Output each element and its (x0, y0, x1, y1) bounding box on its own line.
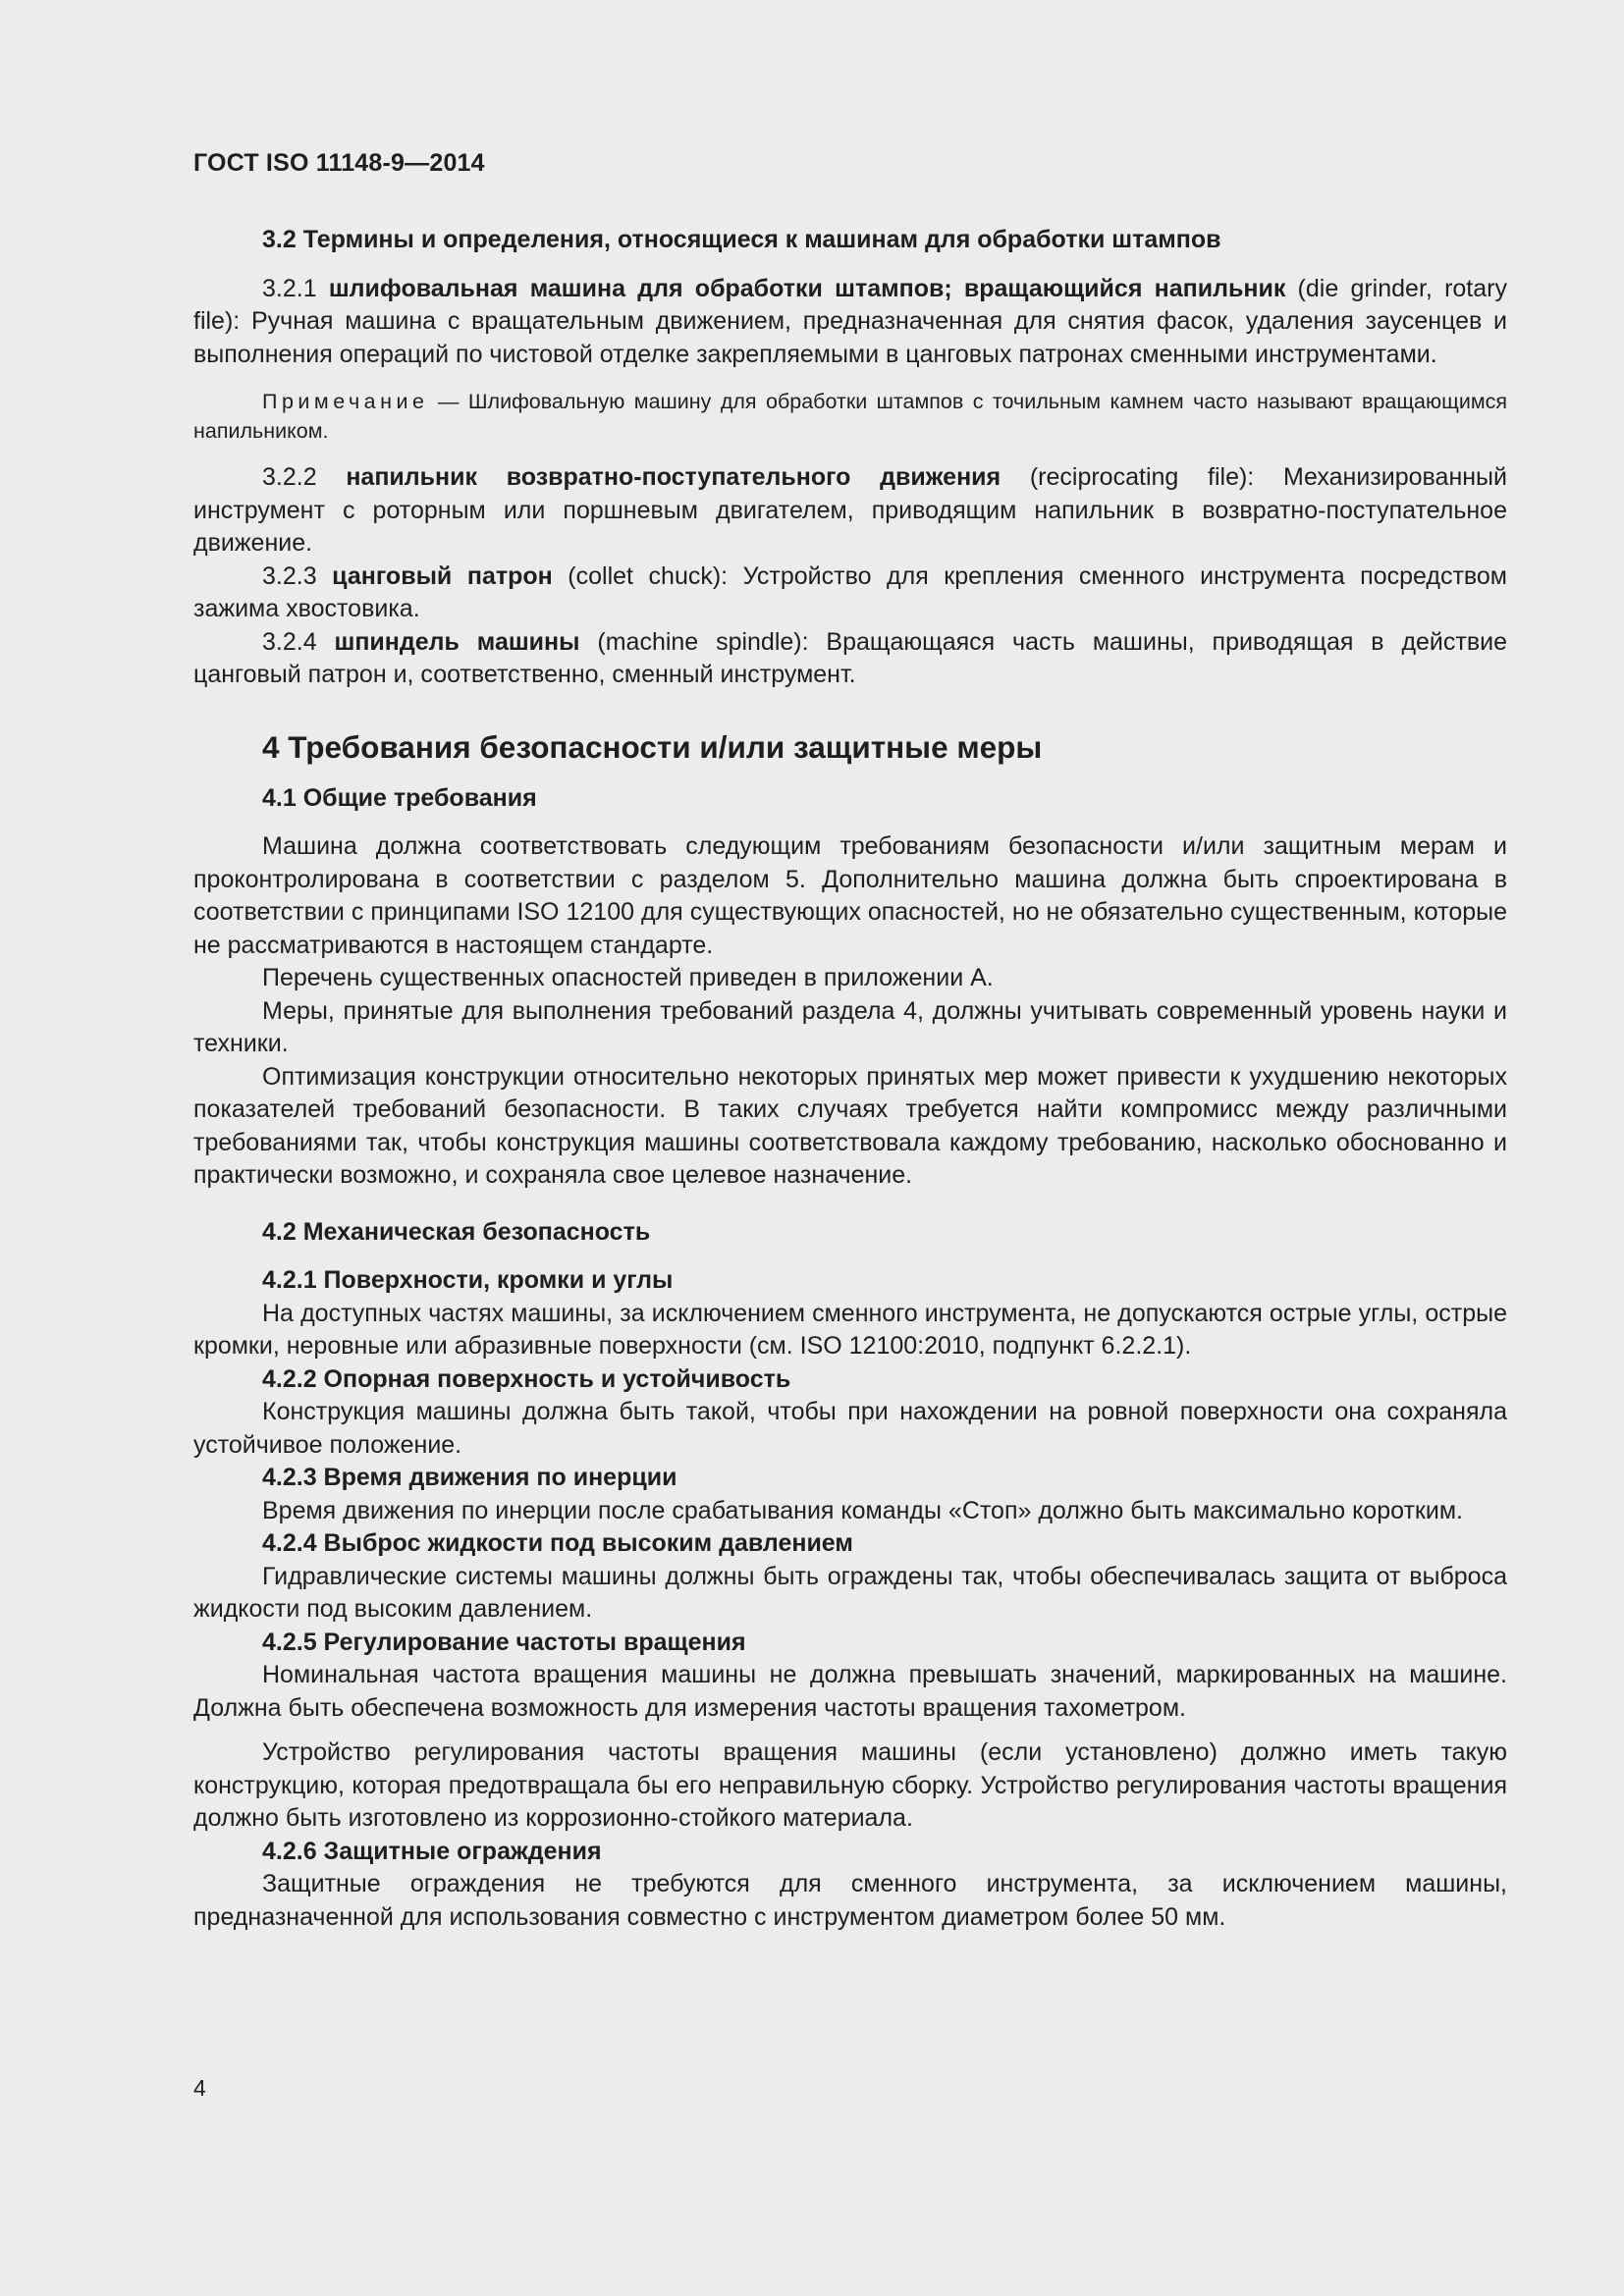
section-4-heading: 4 Требования безопасности и/или защитные меры (262, 728, 1043, 765)
paragraph-4-2-4: Гидравлические системы машины должны быть ограждены так, чтобы обеспечивалась защита от выброса жидкости под высоким давлением. (193, 1562, 1507, 1623)
document-body (193, 224, 1507, 1934)
term-number: 3.2.3 (262, 561, 333, 590)
paragraph-4-1-2: Перечень существенных опасностей приведен в приложении А. (262, 964, 994, 991)
section-4-2-6-heading: 4.2.6 Защитные ограждения (262, 1837, 602, 1865)
paragraph-4-2-5-2: Устройство регулирования частоты вращения машины (если установлено) должно иметь такую конструкцию, которая предотвращала бы его неправильную сборку. Устройство регулирования частоты вращения должно быть изготовлено из коррозионно-стойкого материала. (193, 1738, 1507, 1832)
term-3-2-2 (193, 461, 1507, 561)
term-number: 3.2.1 (262, 274, 329, 302)
paragraph-4-2-1: На доступных частях машины, за исключением сменного инструмента, не допускаются острые углы, острые кромки, неровные или абразивные поверхности (см. ISO 12100:2010, подпункт 6.2.2.1). (193, 1299, 1507, 1360)
term-definition: (collet chuck): Устройство для крепления сменного инструмента посредством зажима хвостовика. (193, 561, 1507, 622)
note-paragraph (193, 387, 1507, 446)
section-4-1-heading: 4.1 Общие требования (262, 783, 537, 812)
term-3-2-4 (193, 626, 1507, 692)
term-3-2-3 (193, 561, 1507, 626)
section-4-2-1-heading: 4.2.1 Поверхности, кромки и углы (262, 1266, 674, 1294)
paragraph-4-2-3: Время движения по инерции после срабатывания команды «Стоп» должно быть максимально коротким. (262, 1496, 1463, 1524)
section-4-2-5-heading: 4.2.5 Регулирование частоты вращения (262, 1628, 746, 1656)
term-3-2-1 (193, 273, 1507, 372)
note-text: — Шлифовальную машину для обработки штампов с точильным камнем часто называют вращающимся напильником. (193, 390, 1507, 443)
document-header: ГОСТ ISO 11148-9—2014 (193, 149, 485, 177)
term-name: цанговый патрон (332, 561, 553, 590)
paragraph-4-1-3: Меры, принятые для выполнения требований раздела 4, должны учитывать современный уровень науки и техники. (193, 996, 1507, 1057)
term-name: шлифовальная машина для обработки штампов; вращающийся напильник (328, 274, 1286, 302)
term-name: напильник возвратно-поступательного движения (346, 463, 1001, 491)
term-definition: (reciprocating file): Механизированный инструмент с роторным или поршневым двигателем, приводящим напильник в возвратно-поступательное движение. (193, 463, 1507, 557)
section-3-2-heading: 3.2 Термины и определения, относящиеся к машинам для обработки штампов (262, 226, 1221, 253)
page-number: 4 (193, 2075, 206, 2101)
section-4-2-heading: 4.2 Механическая безопасность (262, 1217, 651, 1246)
paragraph-4-2-2: Конструкция машины должна быть такой, чтобы при нахождении на ровной поверхности она сохраняла устойчивое положение. (193, 1398, 1507, 1459)
section-4-2-4-heading: 4.2.4 Выброс жидкости под высоким давлением (262, 1529, 853, 1557)
paragraph-4-1-1: Машина должна соответствовать следующим требованиям безопасности и/или защитным мерам и проконтролирована в соответствии с разделом 5. Дополнительно машина должна быть спроектирована в соответствии с принципами ISO 12100 для существующих опасностей, но не обязательно существенным, которые не рассматриваются в настоящем стандарте. (193, 832, 1507, 959)
term-number: 3.2.4 (262, 627, 335, 656)
paragraph-4-2-5-1: Номинальная частота вращения машины не должна превышать значений, маркированных на машине. Должна быть обеспечена возможность для измерения частоты вращения тахометром. (193, 1661, 1507, 1722)
note-label: Примечание (262, 390, 429, 413)
section-4-2-3-heading: 4.2.3 Время движения по инерции (262, 1464, 677, 1491)
term-number: 3.2.2 (262, 463, 347, 491)
term-definition: (machine spindle): Вращающаяся часть машины, приводящая в действие цанговый патрон и, соответственно, сменный инструмент. (193, 627, 1507, 688)
paragraph-4-1-4: Оптимизация конструкции относительно некоторых принятых мер может привести к ухудшению некоторых показателей требований безопасности. В таких случаях требуется найти компромисс между различными требованиями так, чтобы конструкция машины соответствовала каждому требованию, насколько обоснованно и практически возможно, и сохраняла свое целевое назначение. (193, 1062, 1507, 1189)
term-name: шпиндель машины (334, 627, 580, 656)
section-4-2-2-heading: 4.2.2 Опорная поверхность и устойчивость (262, 1364, 791, 1393)
term-definition: (die grinder, rotary file): Ручная машина с вращательным движением, предназначенная для снятия фасок, удаления заусенцев и выполнения операций по чистовой отделке закрепляемыми в цанговых патронах сменными инструментами. (193, 274, 1507, 368)
paragraph-4-2-6: Защитные ограждения не требуются для сменного инструмента, за исключением машины, предназначенной для использования совместно с инструментом диаметром более 50 мм. (193, 1870, 1507, 1931)
